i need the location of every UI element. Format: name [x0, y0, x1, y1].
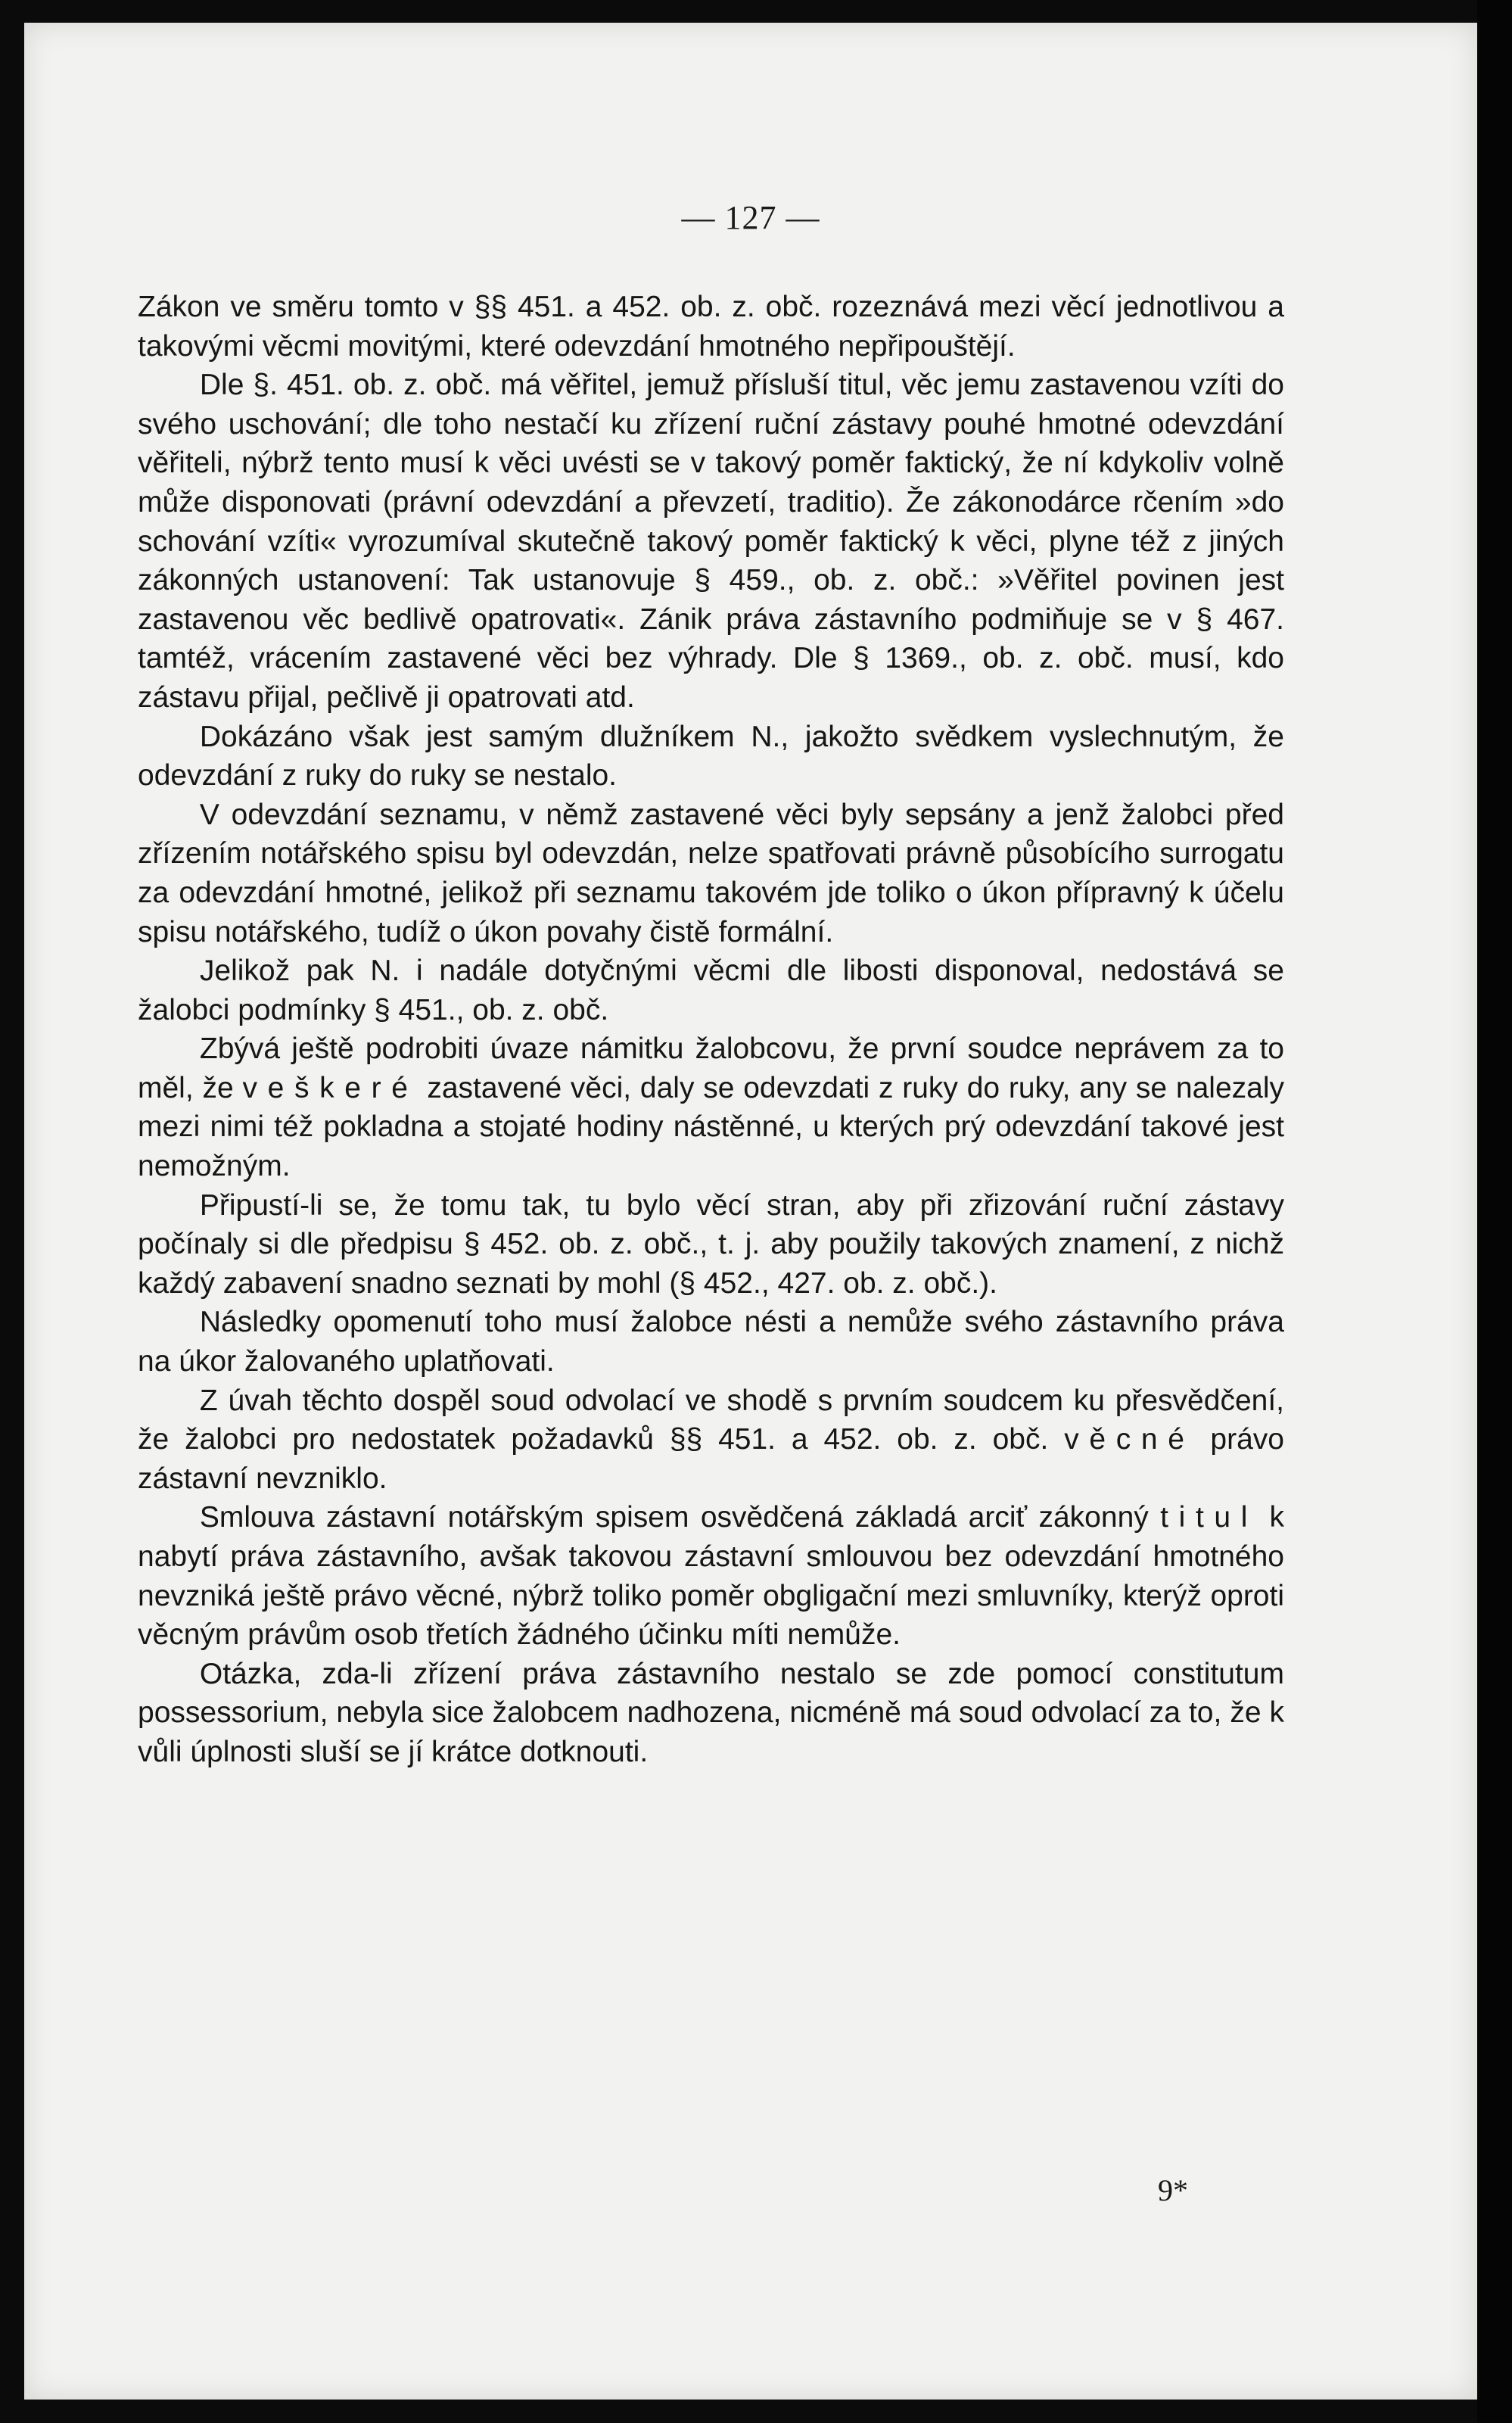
paragraph-5: Jelikož pak N. i nadále dotyčnými věcmi dle libosti disponoval, nedostává se žalobci podmínky § 451., ob. z. obč. — [138, 955, 1284, 1026]
signature-mark: 9* — [1158, 2173, 1188, 2207]
paragraph-1: Zákon ve směru tomto v §§ 451. a 452. ob. z. obč. rozeznává mezi věcí jednotlivou a takovými věcmi movitými, které odevzdání hmotného nepřipouštějí. — [138, 291, 1284, 363]
paragraph-10-part-c: k nabytí práva zástavního, avšak takovou zástavní smlouvou bez odevzdání hmotného nevzniká ještě právo věcné, nýbrž toliko poměr obgligační mezi smluvníky, kterýž oproti věcným právům osob třetích žádného účinku míti nemůže. — [138, 1501, 1284, 1652]
paragraph-3: Dokázáno však jest samým dlužníkem N., jakožto svědkem vyslechnutým, že odevzdání z ruky do ruky se nestalo. — [138, 720, 1284, 793]
paragraph-4: V odevzdání seznamu, v němž zastavené věci byly sepsány a jenž žalobci před zřízením notářského spisu byl odevzdán, nelze spatřovati právně působícího surrogatu za odevzdání hmotné, jelikož při seznamu takovém jde toliko o úkon přípravný k účelu spisu notářského, tudíž o úkon povahy čistě formální. — [138, 798, 1284, 948]
paragraph-6-part-a: Zbývá ještě podrobiti úvaze námitku žalobcovu, že první soudce neprávem za to měl, že — [138, 1032, 1284, 1104]
paragraph-9-part-a: Z úvah těchto dospěl soud odvolací ve shodě s prvním soudcem ku přesvědčení, že žalobci pro nedostatek požadavků §§ 451. a 452. ob. z. obč. — [138, 1384, 1284, 1456]
paragraph-9-part-c: právo zástavní nevzniklo. — [138, 1423, 1284, 1495]
paragraph-10-part-a: Smlouva zástavní notářským spisem osvědčená základá arciť zákonný — [199, 1501, 1161, 1534]
paragraph-10 — [138, 1498, 1284, 1654]
body-text — [138, 288, 1284, 1772]
paragraph-6 — [138, 1029, 1284, 1185]
paragraph-9 — [138, 1381, 1284, 1499]
paragraph-2: Dle §. 451. ob. z. obč. má věřitel, jemuž přísluší titul, věc jemu zastavenou vzíti do svého uschování; dle toho nestačí ku zřízení ruční zástavy pouhé hmotné odevzdání věřiteli, nýbrž tento musí k věci uvésti se v takový poměr faktický, že ní kdykoliv volně může disponovati (právní odevzdání a převzetí, traditio). Že zákonodárce rčením »do schování vzíti« vyrozumíval skutečně takový poměr faktický k věci, plyne též z jiných zákonných ustanovení: Tak ustanovuje § 459., ob. z. obč.: »Věřitel povinen jest zastavenou věc bedlivě opatrovati«. Zánik práva zástavního podmiňuje se v § 467. tamtéž, vrácením zastavené věci bez výhrady. Dle § 1369., ob. z. obč. musí, kdo zástavu přijal, pečlivě ji opatrovati atd. — [138, 369, 1284, 714]
emphasis-veskere: veškeré — [242, 1071, 418, 1104]
scan-border — [1477, 0, 1512, 2423]
paragraph-7: Připustí-li se, že tomu tak, tu bylo věcí stran, aby při zřizování ruční zástavy počínaly si dle předpisu § 452. ob. z. obč., t. j. aby použily takových znamení, z nichž každý zabavení snadno seznati by mohl (§ 452., 427. ob. z. obč.). — [138, 1188, 1284, 1300]
paragraph-6-part-c: zastavené věci, daly se odevzdati z ruky do ruky, any se nalezaly mezi nimi též pokladna a stojaté hodiny nástěnné, u kterých prý odevzdání takové jest nemožným. — [138, 1071, 1284, 1183]
paragraph-11: Otázka, zda-li zřízení práva zástavního nestalo se zde pomocí constitutum possessorium, nebyla sice žalobcem nadhozena, nicméně má soud odvolací za to, že k vůli úplnosti sluší se jí krátce dotknouti. — [138, 1657, 1284, 1768]
book-page — [24, 23, 1477, 2400]
emphasis-vecne: věcné — [1064, 1423, 1195, 1456]
emphasis-titul: titul — [1160, 1501, 1258, 1534]
page-number: — 127 — — [681, 199, 820, 236]
paragraph-8: Následky opomenutí toho musí žalobce nésti a nemůže svého zástavního práva na úkor žalovaného uplatňovati. — [138, 1306, 1284, 1378]
